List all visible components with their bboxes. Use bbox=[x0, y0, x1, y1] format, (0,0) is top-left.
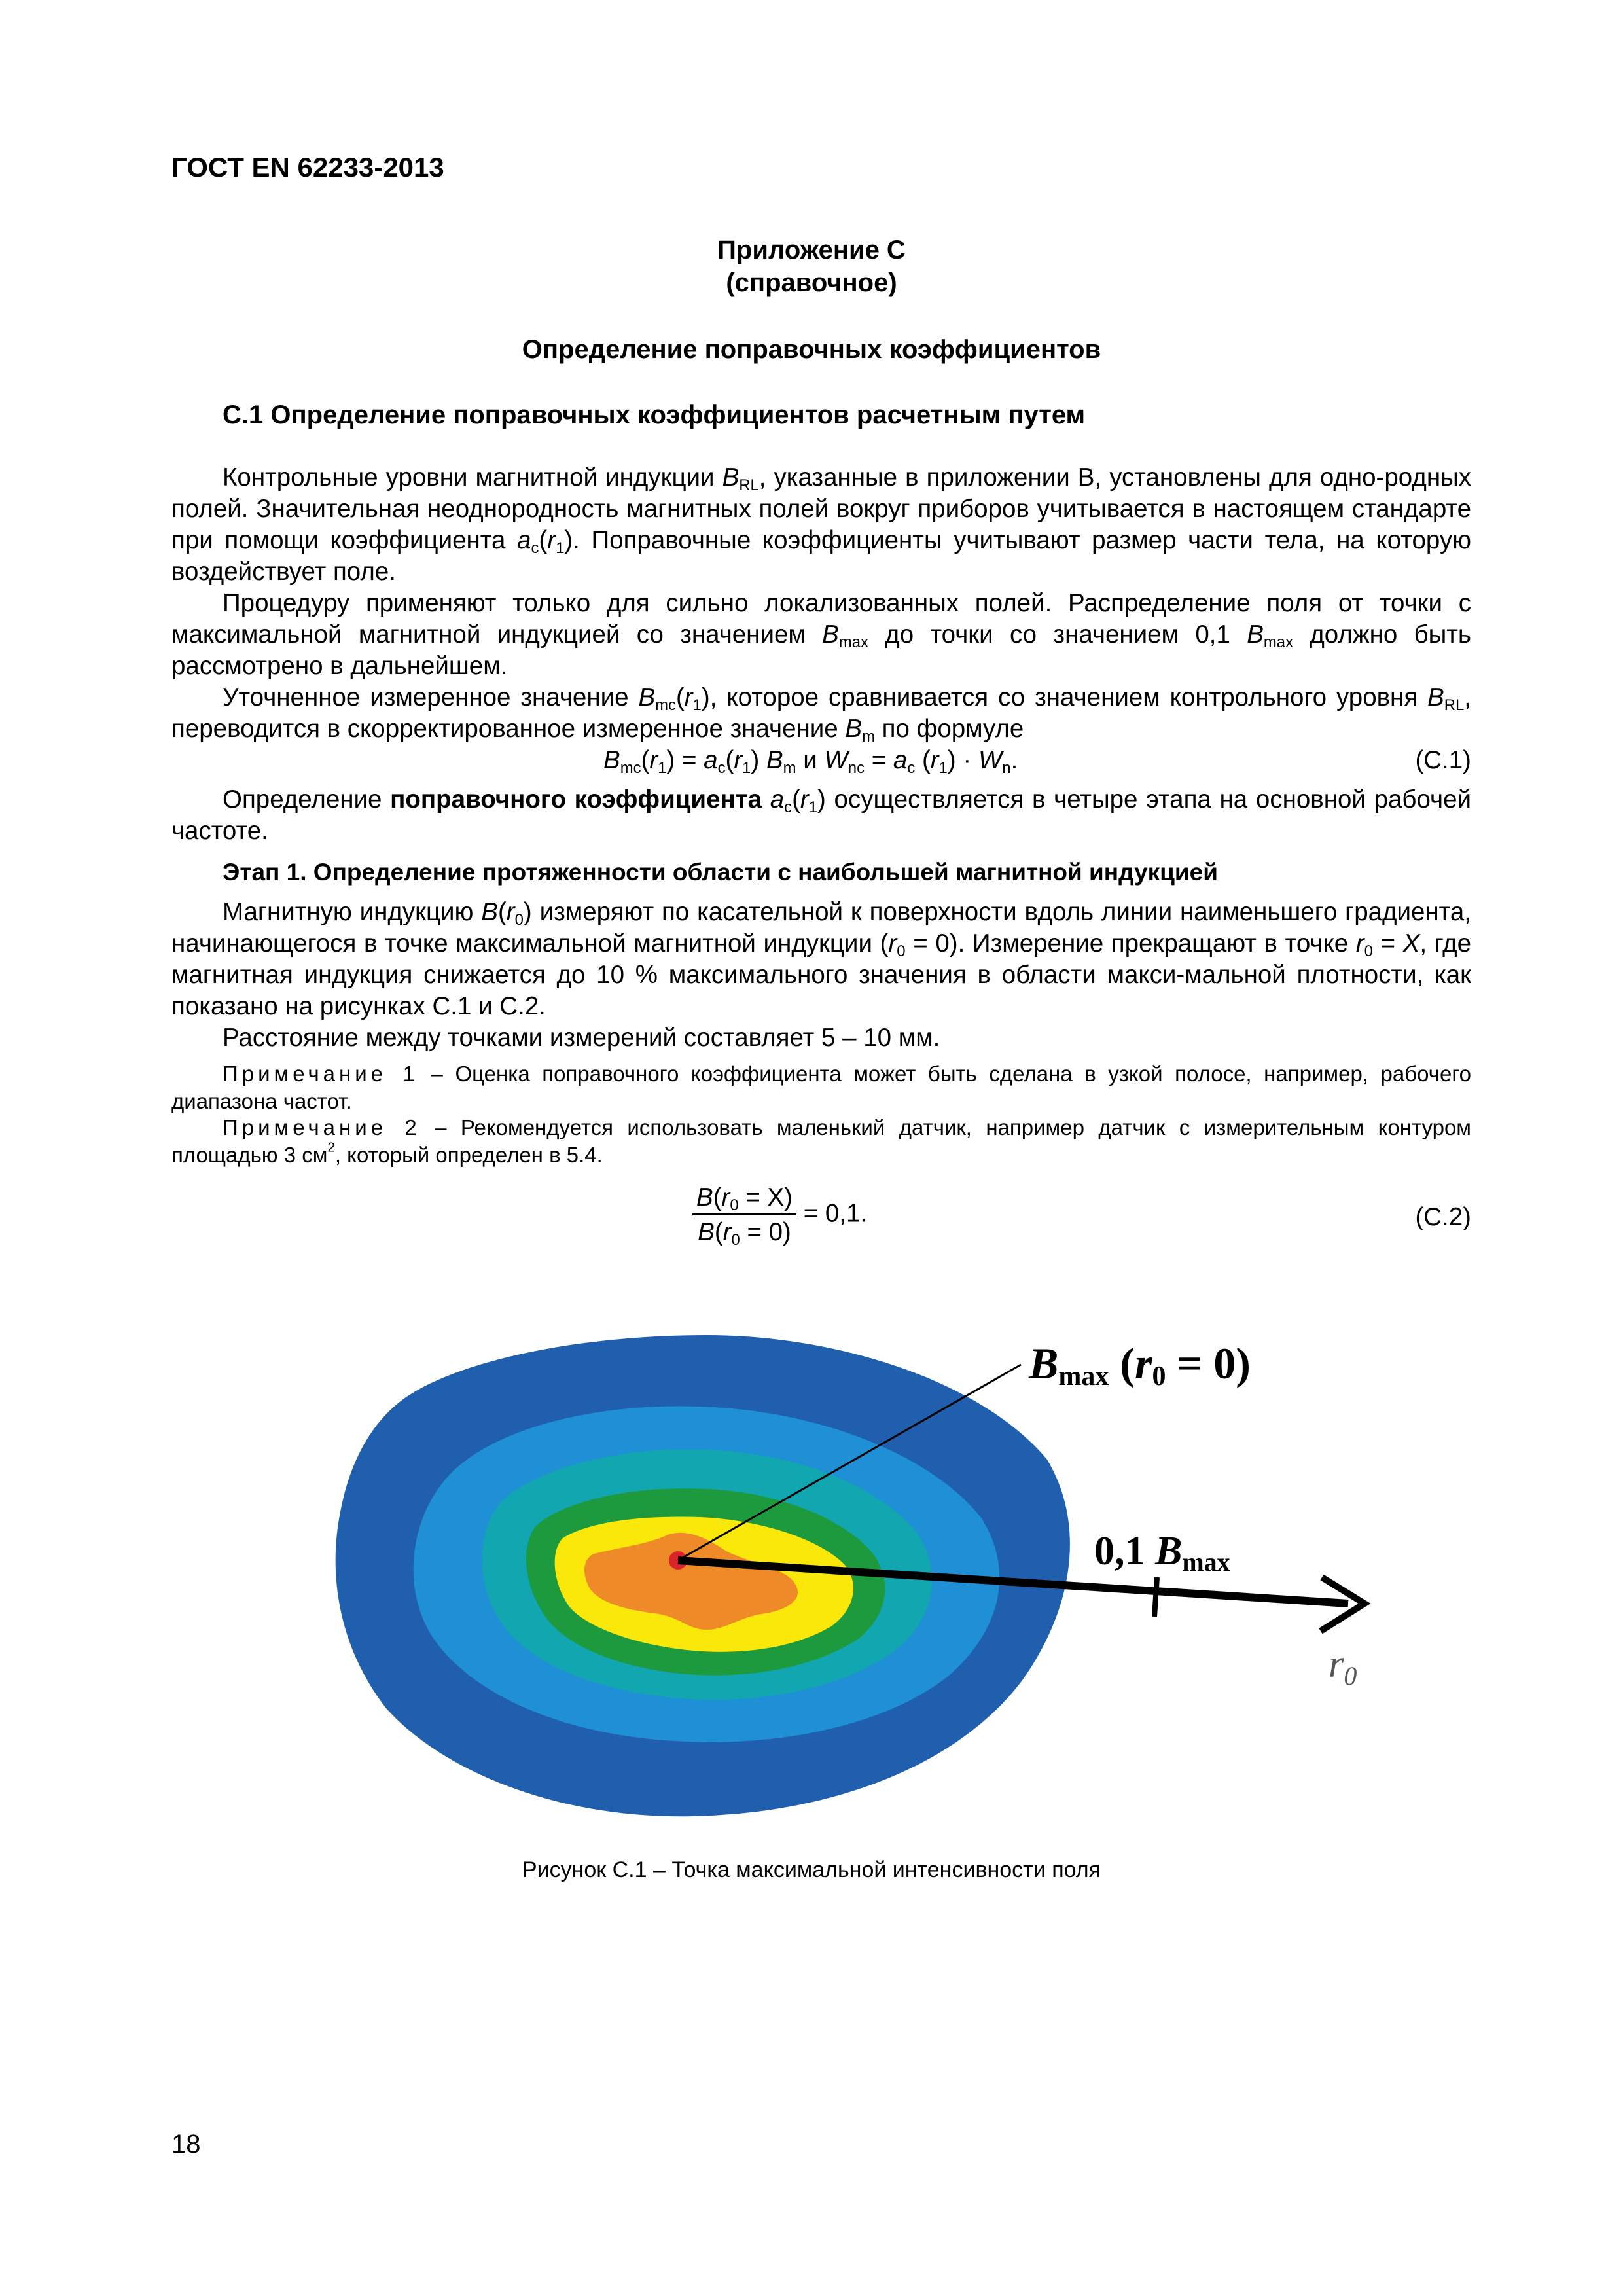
paragraph-3: Уточненное измеренное значение $B_{mc}(r_1)$, которое сравнивается со значением контрольного уровня $B_{RL}$, переводится в скорректированное измеренное значение $B_m$ по формуле bbox=[171, 683, 1471, 746]
equation-c1-number: (С.1) bbox=[1415, 746, 1471, 774]
tenth-bmax-label: 0,1 Bmax bbox=[1094, 1529, 1230, 1577]
paragraph-6: Расстояние между точками измерений составляет 5 – 10 мм. bbox=[223, 1024, 940, 1052]
note-1: Примечание 1 – Оценка поправочного коэффициента может быть сделана в узкой полосе, например, рабочего диапазона частот. bbox=[171, 1062, 1471, 1113]
paragraph-5: Магнитную индукцию $B(r_0)$ измеряют по касательной к поверхности вдоль линии наименьшего градиента, начинающегося в точке максимальной магнитной индукции $(r_0 = 0)$. Измерение прекращают в точке $r_0 = X$, где магнитная индукция снижается до 10 % максимального значения в области макси-мальной плотности, как показано на рисунках С.1 и С.2. bbox=[171, 898, 1471, 1020]
document-id: ГОСТ EN 62233-2013 bbox=[171, 152, 444, 183]
equation-c2: $\frac{B(r_0 = X)}{B(r_0 = 0)}$ = 0,1. bbox=[692, 1183, 867, 1247]
paragraph-4: Определение поправочного коэффициента $a_c(r_1)$ осуществляется в четыре этапа на основной рабочей частоте. bbox=[171, 785, 1471, 845]
appendix-heading: Определение поправочных коэффициентов bbox=[522, 335, 1101, 364]
note-2: Примечание 2 – Рекомендуется использовать маленький датчик, например датчик с измерительным контуром площадью 3 $см^2$, который определен в 5.4. bbox=[171, 1115, 1471, 1167]
tenth-bmax-tick bbox=[1154, 1577, 1157, 1617]
paragraph-1: Контрольные уровни магнитной индукции $B_{RL}$, указанные в приложении В, установлены для одно-родных полей. Значительная неоднородность магнитных полей вокруг приборов учитывается в настоящем стандарте при помощи коэффициента $a_c(r_1)$. Поправочные коэффициенты учитывают размер части тела, на которую воздействует поле. bbox=[171, 463, 1471, 586]
bmax-label: Bmax (r0 = 0) bbox=[1029, 1338, 1251, 1391]
appendix-subtitle: (справочное) bbox=[726, 268, 897, 297]
figure-caption: Рисунок С.1 – Точка максимальной интенсивности поля bbox=[522, 1857, 1101, 1882]
section-title: С.1 Определение поправочных коэффициентов расчетным путем bbox=[223, 401, 1086, 429]
r0-axis-label: $r_0$ bbox=[1329, 1642, 1357, 1691]
stage-1-title: Этап 1. Определение протяженности области с наибольшей магнитной индукцией bbox=[223, 859, 1218, 886]
appendix-title: Приложение С bbox=[717, 236, 906, 264]
page-number: 18 bbox=[171, 2130, 201, 2159]
equation-c2-number: (С.2) bbox=[1415, 1203, 1471, 1231]
paragraph-2: Процедуру применяют только для сильно локализованных полей. Распределение поля от точки с максимальной магнитной индукцией со значением $B_{max}$ до точки со значением 0,1 $B_{max}$ должно быть рассмотрено в дальнейшем. bbox=[171, 589, 1471, 680]
equation-c1: $B_{mc}(r_1) = a_c(r_1)$ $B_m$ и $W_{nc} = a_c$ $(r_1) \cdot W_n$. bbox=[603, 746, 1018, 778]
